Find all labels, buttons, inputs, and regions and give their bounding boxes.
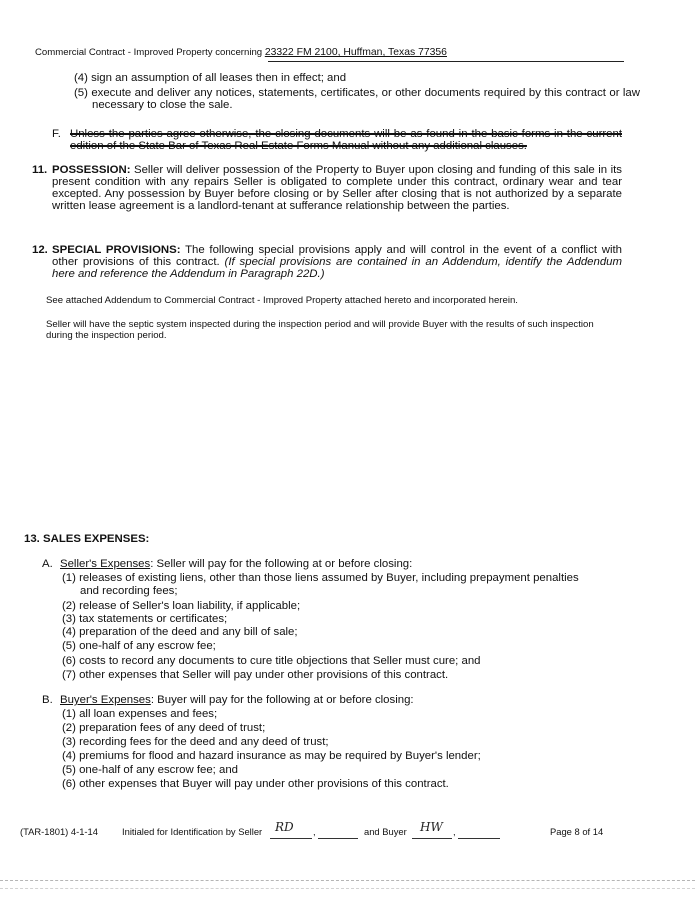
buyer-expenses-heading — [60, 694, 620, 706]
seller-item: (1) releases of existing liens, other than those liens assumed by Buyer, including prepayment penalties — [62, 572, 579, 584]
section-11-title: POSSESSION: — [52, 164, 131, 176]
form-id: (TAR-1801) 4-1-14 — [20, 826, 98, 837]
buyer-initials-line-2 — [458, 838, 500, 839]
scan-edge-line — [0, 888, 695, 889]
buyer-item: (3) recording fees for the deed and any deed of trust; — [62, 736, 329, 748]
section-12-text: The following special provisions apply and will control in the event of a conflict with other provisions of this contract. — [52, 244, 623, 268]
section-12-italic: (If special provisions are contained in an Addendum, identify the Addendum here and reference the Addendum in Paragraph 22D.) — [52, 256, 623, 280]
seller-expenses-label: Seller's Expenses — [60, 558, 151, 570]
buyer-item: (1) all loan expenses and fees; — [62, 708, 218, 720]
seller-item-cont: and recording fees; — [80, 585, 178, 597]
buyer-item: (2) preparation fees of any deed of trust; — [62, 722, 266, 734]
buyer-item: (6) other expenses that Buyer will pay under other provisions of this contract. — [62, 778, 449, 790]
property-address: 23322 FM 2100, Huffman, Texas 77356 — [264, 47, 447, 58]
section-12-title: SPECIAL PROVISIONS: — [52, 244, 181, 256]
seller-expenses-letter: A. — [42, 558, 53, 570]
section-12-number: 12. — [32, 244, 48, 256]
special-provision-2: Seller will have the septic system inspected during the inspection period and will provide Buyer with the results of such inspection during the inspection period. — [46, 319, 594, 341]
buyer-expenses-label: Buyer's Expenses — [60, 694, 151, 706]
initialed-label: Initialed for Identification by Seller — [122, 826, 263, 837]
seller-item: (7) other expenses that Seller will pay under other provisions of this contract. — [62, 669, 449, 681]
buyer-item: (4) premiums for flood and hazard insurance as may be required by Buyer's lender; — [62, 750, 481, 762]
seller-initials-line-2 — [318, 838, 358, 839]
seller-item: (4) preparation of the deed and any bill of sale; — [62, 626, 298, 638]
para-f-text: Unless the parties agree otherwise, the closing documents will be as found in the basic forms in the current edition of the State Bar of Texas Real Estate Forms Manual without any additional clauses. — [70, 128, 622, 152]
seller-initials-signature: RD — [275, 820, 294, 834]
para-f-letter: F. — [52, 128, 61, 140]
item-4: (4) sign an assumption of all leases then in effect; and — [74, 72, 347, 84]
section-11-number: 11. — [32, 164, 48, 176]
seller-item: (2) release of Seller's loan liability, if applicable; — [62, 600, 301, 612]
comma-separator: , — [313, 826, 316, 837]
section-13-title: 13. SALES EXPENSES: — [24, 533, 150, 545]
seller-item: (3) tax statements or certificates; — [62, 613, 228, 625]
page-header — [35, 47, 625, 58]
seller-initials-line — [270, 838, 312, 839]
header-rule — [268, 61, 624, 62]
item-5: (5) execute and deliver any notices, statements, certificates, or other documents required by this contract or law necessary to close the sale. — [74, 87, 640, 111]
section-11-body — [52, 164, 622, 212]
comma-separator: , — [453, 826, 456, 837]
buyer-expenses-intro: : Buyer will pay for the following at or before closing: — [150, 694, 414, 706]
seller-item: (5) one-half of any escrow fee; — [62, 640, 216, 652]
buyer-initials-line — [412, 838, 452, 839]
special-provision-1: See attached Addendum to Commercial Contract - Improved Property attached hereto and incorporated herein. — [46, 295, 518, 306]
section-11-text: Seller will deliver possession of the Property to Buyer upon closing and funding of this sale in its present condition with any repairs Seller is obligated to complete under this contract, ordinary wear and tear excepted. Any possession by Buyer before closing or by Seller after closing that is not authorized by a separate written lease agreement is a landlord-tenant at sufferance relationship between the parties. — [52, 164, 623, 212]
buyer-item: (5) one-half of any escrow fee; and — [62, 764, 239, 776]
buyer-initials-signature: HW — [420, 820, 443, 834]
header-prefix: Commercial Contract - Improved Property concerning — [35, 47, 263, 58]
scan-edge-line — [0, 880, 695, 881]
and-buyer-label: and Buyer — [364, 826, 407, 837]
buyer-expenses-letter: B. — [42, 694, 53, 706]
seller-expenses-heading — [60, 558, 620, 570]
seller-item: (6) costs to record any documents to cure title objections that Seller must cure; and — [62, 655, 481, 667]
section-12-body — [52, 244, 622, 280]
page-number: Page 8 of 14 — [550, 826, 604, 837]
seller-expenses-intro: : Seller will pay for the following at or before closing: — [150, 558, 413, 570]
